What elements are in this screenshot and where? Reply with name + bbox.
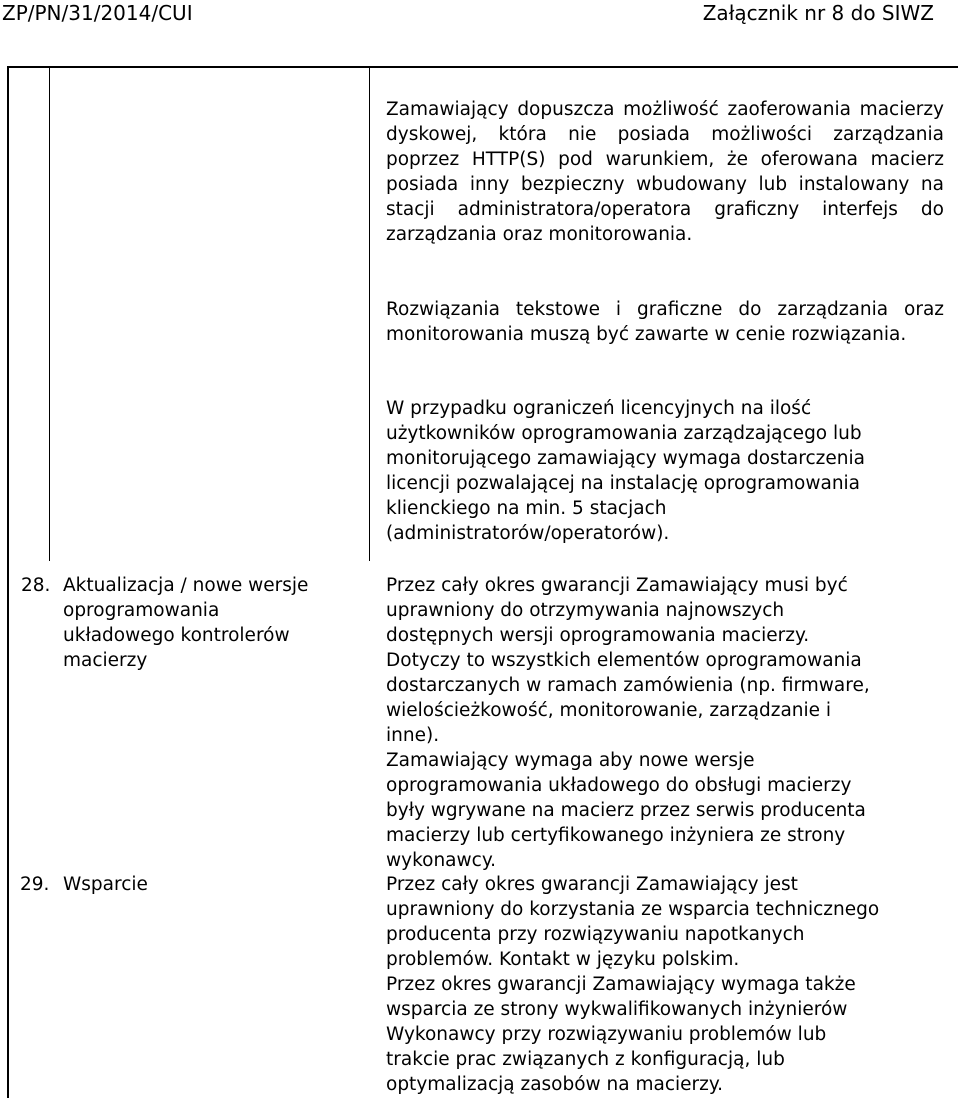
description-line: Przez cały okres gwarancji Zamawiający jest xyxy=(386,874,798,895)
row-name-line: Aktualizacja / nowe wersje xyxy=(63,575,309,596)
document-reference: ZP/PN/31/2014/CUI xyxy=(2,1,193,25)
column-divider-name xyxy=(369,66,370,561)
page-header xyxy=(0,0,960,32)
description-line: inne). xyxy=(386,725,440,746)
row-name-28 xyxy=(63,573,363,673)
row-number-29: 29. xyxy=(20,874,50,895)
description-line: Dotyczy to wszystkich elementów oprogramowania xyxy=(386,650,862,671)
row-name-29 xyxy=(63,872,363,897)
row-name-line: macierzy xyxy=(63,650,148,671)
description-line: uprawniony do otrzymywania najnowszych xyxy=(386,600,785,621)
description-line: macierzy lub certyfikowanego inżyniera ze strony xyxy=(386,825,846,846)
description-line: dostarczanych w ramach zamówienia (np. firmware, xyxy=(386,675,870,696)
description-line: producenta przy rozwiązywaniu napotkanych xyxy=(386,924,805,945)
row-name-line: Wsparcie xyxy=(63,874,148,895)
description-line: oprogramowania układowego do obsługi macierzy xyxy=(386,775,852,796)
column-divider-number xyxy=(49,66,50,561)
description-line: Przez cały okres gwarancji Zamawiający musi być xyxy=(386,575,848,596)
description-line: Wykonawcy przy rozwiązywaniu problemów lub xyxy=(386,1024,827,1045)
description-line: dostępnych wersji oprogramowania macierzy. xyxy=(386,625,810,646)
description-line: optymalizacją zasobów na macierzy. xyxy=(386,1074,724,1095)
description-line: uprawniony do korzystania ze wsparcia technicznego xyxy=(386,899,880,920)
description-line: wsparcia ze strony wykwalifikowanych inżynierów xyxy=(386,999,848,1020)
description-line: wielościeżkowość, monitorowanie, zarządzanie i xyxy=(386,700,832,721)
top-cell-paragraph-2: Rozwiązania tekstowe i graficzne do zarządzania oraz monitorowania muszą być zawarte w cenie rozwiązania. xyxy=(386,299,944,345)
description-line: problemów. Kontakt w języku polskim. xyxy=(386,949,740,970)
row-name-line: oprogramowania xyxy=(63,600,220,621)
description-line: Przez okres gwarancji Zamawiający wymaga także xyxy=(386,974,856,995)
top-cell-paragraph-3: W przypadku ograniczeń licencyjnych na ilość użytkowników oprogramowania zarządzającego lub monitorującego zamawiający wymaga dostarczenia licencji pozwalającej na instalację oprogramowania klienckiego na min. 5 stacjach (administratorów/operatorów). xyxy=(386,398,865,544)
top-cell-paragraph-1: Zamawiający dopuszcza możliwość zaoferowania macierzy dyskowej, która nie posiada możliwości zarządzania poprzez HTTP(S) pod warunkiem, że oferowana macierz posiada inny bezpieczny wbudowany lub instalowany na stacji administratora/operatora graficzny interfejs do zarządzania oraz monitorowania. xyxy=(386,99,944,245)
description-line: wykonawcy. xyxy=(386,850,497,871)
description-line: trakcie prac związanych z konfiguracją, lub xyxy=(386,1049,785,1070)
row-description-28 xyxy=(386,573,946,873)
row-number-28: 28. xyxy=(21,575,51,596)
description-line: Zamawiający wymaga aby nowe wersje xyxy=(386,750,755,771)
row-name-line: układowego kontrolerów xyxy=(63,625,290,646)
row-description-29 xyxy=(386,872,946,1097)
description-line: były wgrywane na macierz przez serwis producenta xyxy=(386,800,866,821)
attachment-label: Załącznik nr 8 do SIWZ xyxy=(702,1,934,25)
